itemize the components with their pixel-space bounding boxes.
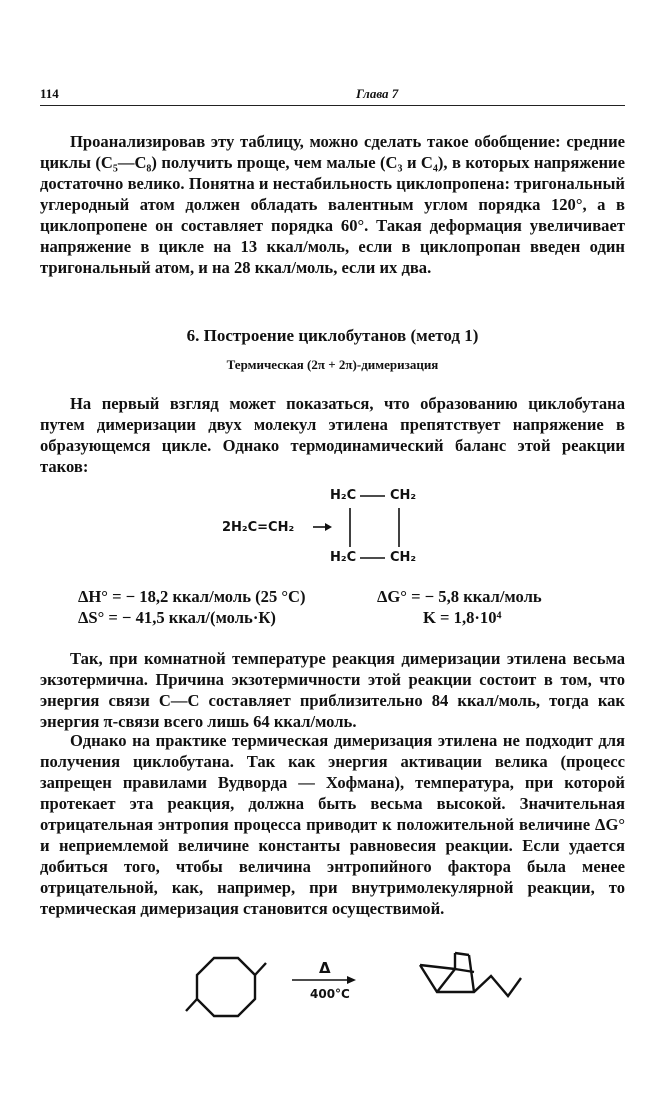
cyclobutane-bottom-right: CH₂: [390, 550, 417, 565]
enthalpy-value: ΔH° = − 18,2 ккал/моль (25 °C): [78, 587, 306, 606]
gibbs-energy-value: ΔG° = − 5,8 ккал/моль: [377, 587, 542, 606]
paragraph-3: Так, при комнатной температуре реакция димеризации этилена весьма экзотермична. Причина экзотермичности этой реакции состоит в том, что энергия связи C—C составляет приблизительно 84 ккал/моль, тогда как энергия π-связи всего лишь 64 ккал/моль.: [40, 649, 625, 731]
cyclobutane-top-left: H₂C: [330, 488, 357, 503]
reactant-ethylene: 2H₂C=CH₂: [222, 520, 295, 535]
entropy-value: ΔS° = − 41,5 ккал/(моль·К): [78, 608, 276, 627]
running-head: Глава 7: [356, 86, 399, 101]
paragraph-4: Однако на практике термическая димеризация этилена не подходит для получения циклобутана. Так как энергия активации велика (процесс запрещен правилами Вудворда — Хофмана), температура, при которой протекает эта реакция, должна быть весьма высокой. Значительная отрицательная энтропия процесса приводит к положительной величине ΔG° и неприемлемой величине константы равновесия реакции. Если удается добиться того, чтобы величина энтропийного фактора была менее отрицательной, как, например, при внутримолекулярной реакции, то термическая димеризация становится осуществимой.: [40, 731, 625, 918]
cyclobutane-bottom-left: H₂C: [330, 550, 357, 565]
equilibrium-constant-value: K = 1,8·10⁴: [423, 608, 502, 627]
section-title: 6. Построение циклобутанов (метод 1): [186, 326, 479, 345]
arrow-temperature-label: 400°C: [310, 987, 350, 1001]
arrow-heat-label: Δ: [319, 959, 331, 977]
paragraph-1: Проанализировав эту таблицу, можно сделать такое обобщение: средние циклы (C₅—C₈) получить проще, чем малые (C₃ и C₄), в которых напряжение достаточно велико. Понятна и нестабильность циклопропена: тригональный углеродный атом должен обладать валентным углом порядка 120°, а в циклопропене он составляет порядка 60°. Такая деформация увеличивает напряжение в цикле на 13 ккал/моль, если в циклопропан введен один тригональный атом, и на 28 ккал/моль, если их два.: [40, 132, 625, 277]
cyclobutane-top-right: CH₂: [390, 488, 417, 503]
page-number: 114: [40, 86, 59, 101]
paragraph-2: На первый взгляд может показаться, что образованию циклобутана путем димеризации двух молекул этилена препятствует напряжение в образующемся цикле. Однако термодинамический баланс этой реакции таков:: [40, 394, 625, 476]
subsection-title: Термическая (2π + 2π)-димеризация: [226, 357, 439, 372]
